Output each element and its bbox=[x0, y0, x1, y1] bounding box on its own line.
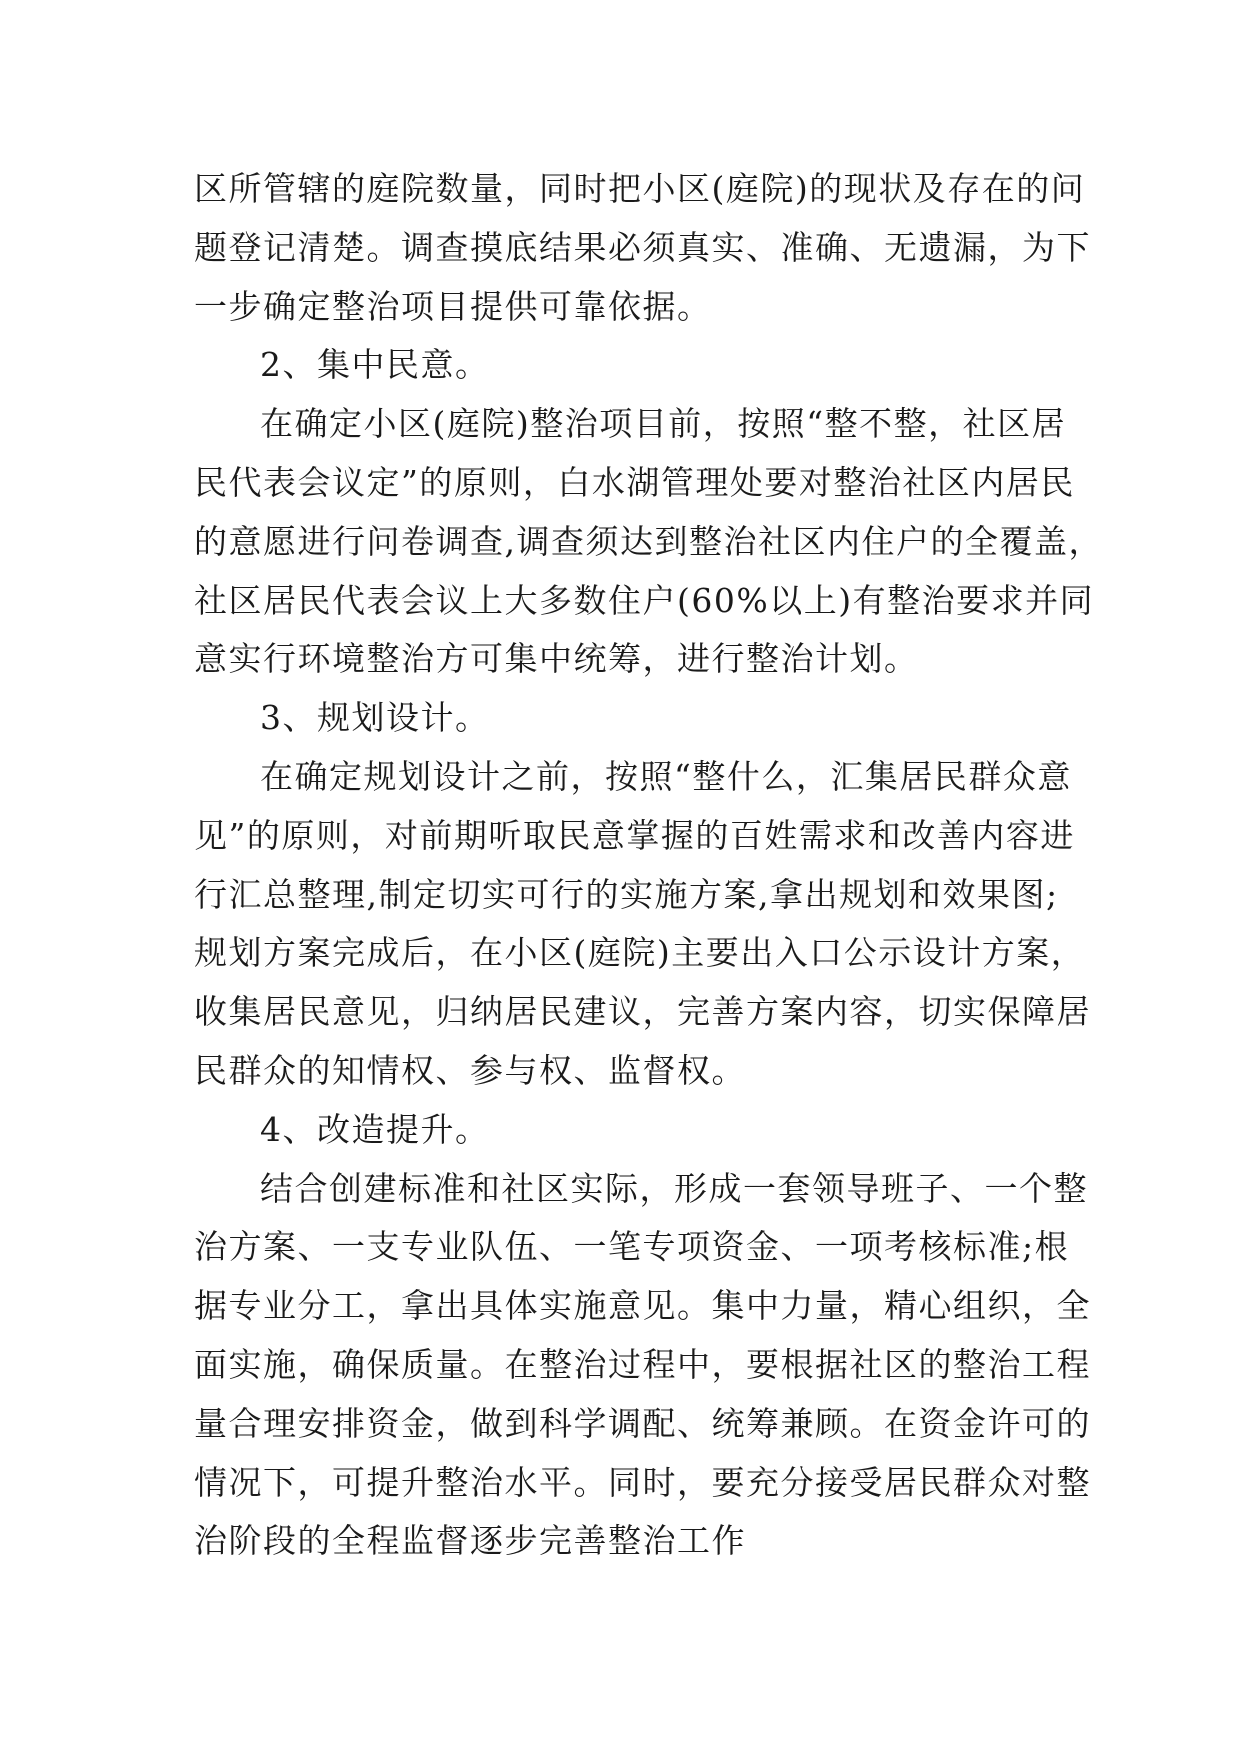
text-line: 结合创建标准和社区实际，形成一套领导班子、一个整 bbox=[260, 1168, 1088, 1208]
text-line: 情况下，可提升整治水平。同时，要充分接受居民群众对整 bbox=[194, 1462, 1091, 1502]
section-heading: 3、规划设计。 bbox=[260, 698, 490, 738]
text-line: 治阶段的全程监督逐步完善整治工作 bbox=[194, 1521, 746, 1561]
document-body bbox=[194, 160, 1103, 1571]
text-line: 在确定小区(庭院)整治项目前，按照“整不整，社区居 bbox=[260, 404, 1067, 444]
text-line: 面实施，确保质量。在整治过程中，要根据社区的整治工程 bbox=[194, 1344, 1091, 1384]
text-line: 区所管辖的庭院数量，同时把小区(庭院)的现状及存在的问 bbox=[194, 169, 1086, 208]
text-line: 意实行环境整治方可集中统筹，进行整治计划。 bbox=[194, 639, 919, 679]
text-line: 规划方案完成后，在小区(庭院)主要出入口公示设计方案， bbox=[194, 933, 1086, 973]
text-line: 行汇总整理,制定切实可行的实施方案,拿出规划和效果图; bbox=[194, 874, 1059, 914]
text-line: 的意愿进行问卷调查,调查须达到整治社区内住户的全覆盖， bbox=[194, 521, 1103, 561]
section-heading: 2、集中民意。 bbox=[260, 345, 490, 385]
text-line: 据专业分工，拿出具体实施意见。集中力量，精心组织，全 bbox=[194, 1286, 1091, 1326]
text-line: 收集居民意见，归纳居民建议，完善方案内容，切实保障居 bbox=[194, 992, 1091, 1032]
text-line: 在确定规划设计之前，按照“整什么，汇集居民群众意 bbox=[260, 756, 1072, 796]
text-line: 民群众的知情权、参与权、监督权。 bbox=[194, 1050, 746, 1090]
text-line: 社区居民代表会议上大多数住户(60%以上)有整治要求并同 bbox=[194, 580, 1095, 620]
section-heading: 4、改造提升。 bbox=[260, 1109, 490, 1149]
text-line: 见”的原则，对前期听取民意掌握的百姓需求和改善内容进 bbox=[194, 815, 1075, 855]
text-line: 治方案、一支专业队伍、一笔专项资金、一项考核标准;根 bbox=[194, 1227, 1070, 1267]
text-line: 量合理安排资金，做到科学调配、统筹兼顾。在资金许可的 bbox=[194, 1403, 1091, 1443]
text-line: 题登记清楚。调查摸底结果必须真实、准确、无遗漏，为下 bbox=[194, 227, 1091, 267]
text-line: 一步确定整治项目提供可靠依据。 bbox=[194, 286, 712, 326]
text-line: 民代表会议定”的原则，白水湖管理处要对整治社区内居民 bbox=[194, 462, 1075, 502]
